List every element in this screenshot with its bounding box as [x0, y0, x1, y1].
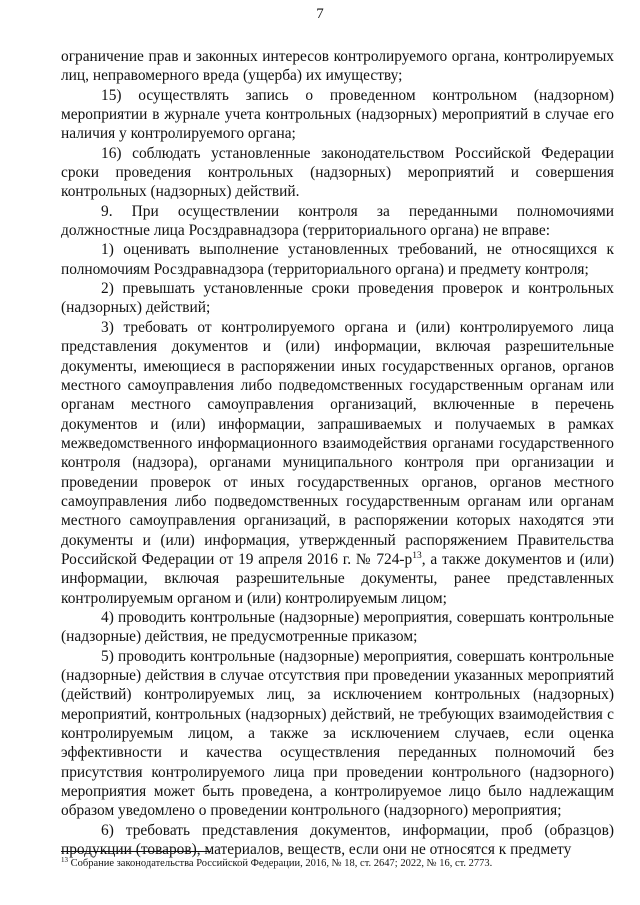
paragraph-item-3-text-before: 3) требовать от контролируемого органа и (или) контролируемого лица представления документов и (или) информации, включая разрешительные документы, имеющиеся в распоряжении иных государственных органов, органов местного самоуправления либо подведомственных государственным органам или органам местного самоуправления организаций, включенные в перечень документов и (или) информации, запрашиваемых и получаемых в рамках межведомственного информационного взаимодействия органами государственного контроля (надзора), органами муниципального контроля при организации и проведении проверок от иных государственных органов, органов местного самоуправления либо подведомственных государственным органам или органам местного самоуправления организаций, в распоряжении которых находятся эти документы и (или) информация, утвержденный распоряжением Правительства Российской Федерации от 19 апреля 2016 г. № 724-р	[61, 318, 614, 568]
paragraph-item-3-text-after: , а также документов и (или) информации, включая разрешительные документы, ранее представленных контролируемым органом и (или) контролируемым лицом;	[61, 550, 614, 607]
paragraph-item-15: 15) осуществлять запись о проведенном контрольном (надзорном) мероприятии в журнале учета контрольных (надзорных) мероприятий в случае его наличия у контролируемого органа;	[61, 86, 614, 143]
paragraph-item-1: 1) оценивать выполнение установленных требований, не относящихся к полномочиям Росздравнадзора (территориального органа) и предмету контроля;	[61, 241, 614, 278]
paragraph-section-9: 9. При осуществлении контроля за переданными полномочиями должностные лица Росздравнадзора (территориального органа) не вправе:	[61, 202, 614, 240]
footnote	[61, 857, 614, 870]
footnote-separator	[61, 851, 211, 852]
body-text	[61, 47, 614, 859]
paragraph-item-2: 2) превышать установленные сроки проведения проверок и контрольных (надзорных) действий;	[61, 280, 614, 317]
footnote-marker: 13	[61, 856, 68, 864]
paragraph-item-5: 5) проводить контрольные (надзорные) мероприятия, совершать контрольные (надзорные) действия в случае отсутствия при проведении указанных мероприятий (действий) контролируемых лиц, за исключением контрольных (надзорных) мероприятий, контрольных (надзорных) действий, не требующих взаимодействия с контролируемым лицом, а также за исключением случаев, если оценка эффективности и качества осуществления переданных полномочий без присутствия контролируемого лица при проведении контрольного (надзорного) мероприятия может быть проведена, а контролируемое лицо было надлежащим образом уведомлено о проведении контрольного (надзорного) мероприятия;	[61, 647, 614, 820]
paragraph-item-3	[61, 318, 614, 608]
page-number: 7	[316, 6, 324, 22]
paragraph-item-16: 16) соблюдать установленные законодательством Российской Федерации сроки проведения контрольных (надзорных) мероприятий и совершения контрольных (надзорных) действий.	[61, 144, 614, 201]
paragraph-item-4: 4) проводить контрольные (надзорные) мероприятия, совершать контрольные (надзорные) действия, не предусмотренные приказом;	[61, 608, 614, 646]
paragraph-continuation: ограничение прав и законных интересов контролируемого органа, контролируемых лиц, неправомерного вреда (ущерба) их имуществу;	[61, 48, 614, 85]
footnote-reference: 13	[412, 550, 422, 561]
paragraph-item-6: 6) требовать представления документов, информации, проб (образцов) продукции (товаров), материалов, веществ, если они не относятся к предмету	[61, 821, 614, 859]
footnote-text: Собрание законодательства Российской Федерации, 2016, № 18, ст. 2647; 2022, № 16, ст. 2773.	[70, 858, 493, 869]
